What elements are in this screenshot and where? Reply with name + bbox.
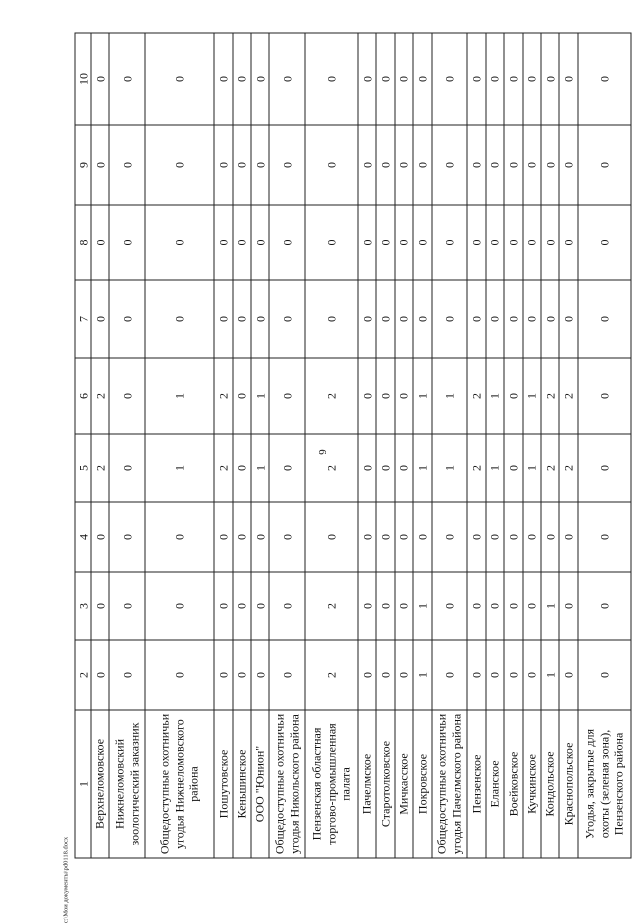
table-cell-value: 2 <box>305 434 358 502</box>
table-cell-value: 1 <box>523 434 541 502</box>
table-cell-value: 0 <box>251 280 269 358</box>
table-cell-value: 1 <box>251 358 269 434</box>
table-cell-value: 0 <box>395 205 413 280</box>
table-cell-value: 0 <box>109 125 145 205</box>
table-cell-value: 0 <box>305 205 358 280</box>
table-cell-value: 0 <box>413 280 431 358</box>
table-body <box>91 33 631 858</box>
table-cell-value: 0 <box>504 205 522 280</box>
table-cell-value: 0 <box>578 572 631 640</box>
table-cell-value: 0 <box>467 205 485 280</box>
table-cell-value: 1 <box>413 572 431 640</box>
table-cell-value: 1 <box>251 434 269 502</box>
table-cell-value: 1 <box>145 358 214 434</box>
table-cell-value: 0 <box>504 434 522 502</box>
hunting-ground-name: Покровское <box>413 710 431 858</box>
table-cell-value: 0 <box>504 280 522 358</box>
table-cell-value: 0 <box>214 572 232 640</box>
table-cell-value: 0 <box>214 280 232 358</box>
hunting-ground-name: Кондольское <box>541 710 559 858</box>
column-header: 3 <box>75 572 91 640</box>
table-cell-value: 0 <box>214 205 232 280</box>
table-cell-value: 0 <box>233 205 251 280</box>
table-cell-value: 1 <box>432 358 468 434</box>
table-cell-value: 0 <box>504 502 522 572</box>
table-cell-value: 0 <box>559 205 577 280</box>
table-row <box>413 33 431 858</box>
table-row <box>523 33 541 858</box>
table-cell-value: 0 <box>504 33 522 125</box>
table-cell-value: 2 <box>541 358 559 434</box>
table-cell-value: 0 <box>413 125 431 205</box>
table-cell-value: 1 <box>541 640 559 710</box>
table-cell-value: 0 <box>578 434 631 502</box>
table-cell-value: 0 <box>559 33 577 125</box>
table-cell-value: 0 <box>504 572 522 640</box>
table-cell-value: 0 <box>358 205 376 280</box>
table-row <box>145 33 214 858</box>
table-row <box>486 33 504 858</box>
table-cell-value: 0 <box>269 434 305 502</box>
hunting-ground-name: ООО "Юнион" <box>251 710 269 858</box>
table-cell-value: 0 <box>214 640 232 710</box>
data-table-rotated <box>75 34 632 859</box>
table-cell-value: 2 <box>91 358 109 434</box>
table-cell-value: 0 <box>395 358 413 434</box>
table-row <box>251 33 269 858</box>
hunting-ground-name: Пошутовское <box>214 710 232 858</box>
table-row <box>504 33 522 858</box>
table-cell-value: 0 <box>504 640 522 710</box>
table-cell-value: 0 <box>145 572 214 640</box>
table-cell-value: 0 <box>541 280 559 358</box>
table-cell-value: 0 <box>413 502 431 572</box>
table-cell-value: 0 <box>541 33 559 125</box>
table-cell-value: 0 <box>376 280 394 358</box>
table-cell-value: 0 <box>109 205 145 280</box>
table-cell-value: 0 <box>305 33 358 125</box>
table-cell-value: 0 <box>578 205 631 280</box>
table-cell-value: 0 <box>358 640 376 710</box>
table-cell-value: 0 <box>251 205 269 280</box>
table-cell-value: 0 <box>233 640 251 710</box>
hunting-ground-name: Краснопольское <box>559 710 577 858</box>
table-cell-value: 0 <box>578 125 631 205</box>
table-cell-value: 0 <box>523 640 541 710</box>
table-cell-value: 0 <box>467 572 485 640</box>
table-cell-value: 0 <box>578 358 631 434</box>
table-cell-value: 2 <box>467 358 485 434</box>
table-cell-value: 0 <box>395 280 413 358</box>
table-cell-value: 0 <box>91 572 109 640</box>
table-cell-value: 0 <box>376 640 394 710</box>
table-row <box>214 33 232 858</box>
table-cell-value: 0 <box>91 125 109 205</box>
table-cell-value: 0 <box>109 434 145 502</box>
table-cell-value: 0 <box>109 280 145 358</box>
table-cell-value: 0 <box>109 33 145 125</box>
table-cell-value: 0 <box>432 125 468 205</box>
hunting-ground-name: Общедоступные охотничьи угодья Пачелмского района <box>432 710 468 858</box>
table-cell-value: 0 <box>358 358 376 434</box>
table-cell-value: 0 <box>486 280 504 358</box>
table-cell-value: 0 <box>523 280 541 358</box>
table-header-row <box>75 33 91 858</box>
table-row <box>109 33 145 858</box>
table-cell-value: 1 <box>145 434 214 502</box>
table-cell-value: 0 <box>251 502 269 572</box>
table-cell-value: 2 <box>91 434 109 502</box>
table-cell-value: 0 <box>376 125 394 205</box>
table-cell-value: 0 <box>214 502 232 572</box>
table-cell-value: 0 <box>233 358 251 434</box>
table-cell-value: 0 <box>486 640 504 710</box>
table-cell-value: 0 <box>413 205 431 280</box>
table-cell-value: 0 <box>486 33 504 125</box>
table-cell-value: 1 <box>413 358 431 434</box>
table-cell-value: 0 <box>91 502 109 572</box>
table-cell-value: 0 <box>91 205 109 280</box>
table-cell-value: 0 <box>358 572 376 640</box>
table-cell-value: 0 <box>145 640 214 710</box>
table-cell-value: 2 <box>467 434 485 502</box>
column-header: 5 <box>75 434 91 502</box>
table-cell-value: 0 <box>578 502 631 572</box>
column-header: 4 <box>75 502 91 572</box>
table-cell-value: 0 <box>214 125 232 205</box>
table-cell-value: 0 <box>269 33 305 125</box>
table-cell-value: 0 <box>432 280 468 358</box>
table-cell-value: 0 <box>395 33 413 125</box>
table-cell-value: 0 <box>467 502 485 572</box>
table-cell-value: 1 <box>486 358 504 434</box>
table-cell-value: 2 <box>559 434 577 502</box>
table-cell-value: 0 <box>541 502 559 572</box>
table-cell-value: 0 <box>486 502 504 572</box>
table-cell-value: 2 <box>559 358 577 434</box>
table-cell-value: 0 <box>559 640 577 710</box>
table-cell-value: 0 <box>251 33 269 125</box>
table-row <box>578 33 631 858</box>
table-cell-value: 0 <box>233 125 251 205</box>
table-cell-value: 0 <box>486 125 504 205</box>
hunting-ground-name: Еланское <box>486 710 504 858</box>
table-cell-value: 0 <box>467 33 485 125</box>
table-cell-value: 1 <box>486 434 504 502</box>
table-cell-value: 0 <box>214 33 232 125</box>
table-cell-value: 0 <box>269 280 305 358</box>
table-cell-value: 0 <box>559 125 577 205</box>
table-cell-value: 0 <box>376 572 394 640</box>
table-cell-value: 0 <box>269 358 305 434</box>
table-cell-value: 0 <box>145 502 214 572</box>
hunting-ground-name: Старотолковское <box>376 710 394 858</box>
table-cell-value: 1 <box>413 640 431 710</box>
table-cell-value: 2 <box>305 572 358 640</box>
column-header: 10 <box>75 33 91 125</box>
table-cell-value: 0 <box>376 358 394 434</box>
table-row <box>233 33 251 858</box>
column-header: 7 <box>75 280 91 358</box>
table-cell-value: 0 <box>432 640 468 710</box>
table-cell-value: 0 <box>559 502 577 572</box>
table-cell-value: 0 <box>413 33 431 125</box>
table-cell-value: 0 <box>269 502 305 572</box>
column-header: 8 <box>75 205 91 280</box>
table-cell-value: 0 <box>467 125 485 205</box>
table-cell-value: 0 <box>467 280 485 358</box>
table-cell-value: 0 <box>541 205 559 280</box>
table-cell-value: 2 <box>214 434 232 502</box>
table-cell-value: 0 <box>432 205 468 280</box>
table-cell-value: 0 <box>376 205 394 280</box>
hunting-ground-name: Пензенское <box>467 710 485 858</box>
table-cell-value: 0 <box>358 502 376 572</box>
table-cell-value: 0 <box>305 502 358 572</box>
table-row <box>91 33 109 858</box>
table-cell-value: 0 <box>432 572 468 640</box>
table-cell-value: 0 <box>233 572 251 640</box>
table-cell-value: 0 <box>145 33 214 125</box>
table-cell-value: 0 <box>559 572 577 640</box>
hunting-ground-name: Нижнеломовский зоологический заказник <box>109 710 145 858</box>
table-cell-value: 0 <box>233 280 251 358</box>
table-cell-value: 0 <box>395 640 413 710</box>
table-cell-value: 0 <box>523 205 541 280</box>
table-cell-value: 0 <box>233 33 251 125</box>
table-cell-value: 0 <box>91 640 109 710</box>
table-cell-value: 0 <box>251 125 269 205</box>
table-cell-value: 0 <box>145 205 214 280</box>
table-cell-value: 0 <box>305 280 358 358</box>
table-row <box>467 33 485 858</box>
hunting-ground-name: Пачелмское <box>358 710 376 858</box>
table-cell-value: 0 <box>523 502 541 572</box>
table-cell-value: 0 <box>251 572 269 640</box>
table-cell-value: 0 <box>358 434 376 502</box>
hunting-ground-name: Общедоступные охотничьи угодья Нижнеломовского района <box>145 710 214 858</box>
column-header: 1 <box>75 710 91 858</box>
table-cell-value: 0 <box>269 125 305 205</box>
table-cell-value: 0 <box>395 502 413 572</box>
table-cell-value: 0 <box>305 125 358 205</box>
table-row <box>376 33 394 858</box>
hunting-ground-name: Угодья, закрытые для охоты (зеленая зона), Пензенского района <box>578 710 631 858</box>
table-cell-value: 0 <box>578 640 631 710</box>
table-cell-value: 0 <box>376 33 394 125</box>
table-cell-value: 0 <box>358 33 376 125</box>
table-cell-value: 0 <box>269 205 305 280</box>
hunting-ground-name: Кеньшинское <box>233 710 251 858</box>
column-header: 9 <box>75 125 91 205</box>
table-cell-value: 1 <box>413 434 431 502</box>
hunting-ground-name: Кучкинское <box>523 710 541 858</box>
table-cell-value: 0 <box>109 358 145 434</box>
table-cell-value: 0 <box>486 572 504 640</box>
table-cell-value: 0 <box>504 358 522 434</box>
table-cell-value: 1 <box>432 434 468 502</box>
table-cell-value: 0 <box>109 640 145 710</box>
table-cell-value: 0 <box>395 434 413 502</box>
table-cell-value: 0 <box>269 640 305 710</box>
table-cell-value: 0 <box>467 640 485 710</box>
table-cell-value: 0 <box>358 125 376 205</box>
footer-file-path: c:\Мои документы\pd0118.docx <box>62 836 70 923</box>
table-row <box>395 33 413 858</box>
table-row <box>432 33 468 858</box>
hunting-ground-name: Верхнеломовское <box>91 710 109 858</box>
table-row <box>559 33 577 858</box>
hunting-ground-name: Мичкасское <box>395 710 413 858</box>
table-cell-value: 0 <box>523 125 541 205</box>
table-cell-value: 0 <box>432 502 468 572</box>
column-header: 6 <box>75 358 91 434</box>
table-cell-value: 0 <box>541 125 559 205</box>
table-cell-value: 0 <box>395 572 413 640</box>
table-cell-value: 0 <box>523 572 541 640</box>
page-number: 6 <box>316 449 328 455</box>
table-cell-value: 0 <box>91 280 109 358</box>
hunting-ground-name: Воейковское <box>504 710 522 858</box>
table-cell-value: 0 <box>395 125 413 205</box>
table-cell-value: 0 <box>578 33 631 125</box>
table-cell-value: 0 <box>376 434 394 502</box>
table-cell-value: 0 <box>578 280 631 358</box>
table-cell-value: 0 <box>251 640 269 710</box>
table-cell-value: 2 <box>214 358 232 434</box>
table-cell-value: 2 <box>541 434 559 502</box>
table-cell-value: 0 <box>233 434 251 502</box>
table-cell-value: 0 <box>504 125 522 205</box>
table-cell-value: 0 <box>269 572 305 640</box>
table-cell-value: 0 <box>523 33 541 125</box>
hunting-ground-name: Пензенская областная торгово-промышленная палата <box>305 710 358 858</box>
table-cell-value: 0 <box>91 33 109 125</box>
table-row <box>541 33 559 858</box>
table-cell-value: 0 <box>109 502 145 572</box>
table-row <box>305 33 358 858</box>
table-cell-value: 0 <box>109 572 145 640</box>
table-cell-value: 2 <box>305 640 358 710</box>
table-cell-value: 1 <box>541 572 559 640</box>
table-row <box>269 33 305 858</box>
table-cell-value: 1 <box>523 358 541 434</box>
column-header: 2 <box>75 640 91 710</box>
hunting-ground-name: Общедоступные охотничьи угодья Никольского района <box>269 710 305 858</box>
table-cell-value: 0 <box>233 502 251 572</box>
table-cell-value: 0 <box>145 280 214 358</box>
table-cell-value: 0 <box>376 502 394 572</box>
table-cell-value: 0 <box>358 280 376 358</box>
table-cell-value: 0 <box>486 205 504 280</box>
table-row <box>358 33 376 858</box>
table-cell-value: 0 <box>432 33 468 125</box>
table-cell-value: 0 <box>559 280 577 358</box>
table-cell-value: 2 <box>305 358 358 434</box>
data-table <box>75 33 632 859</box>
table-cell-value: 0 <box>145 125 214 205</box>
